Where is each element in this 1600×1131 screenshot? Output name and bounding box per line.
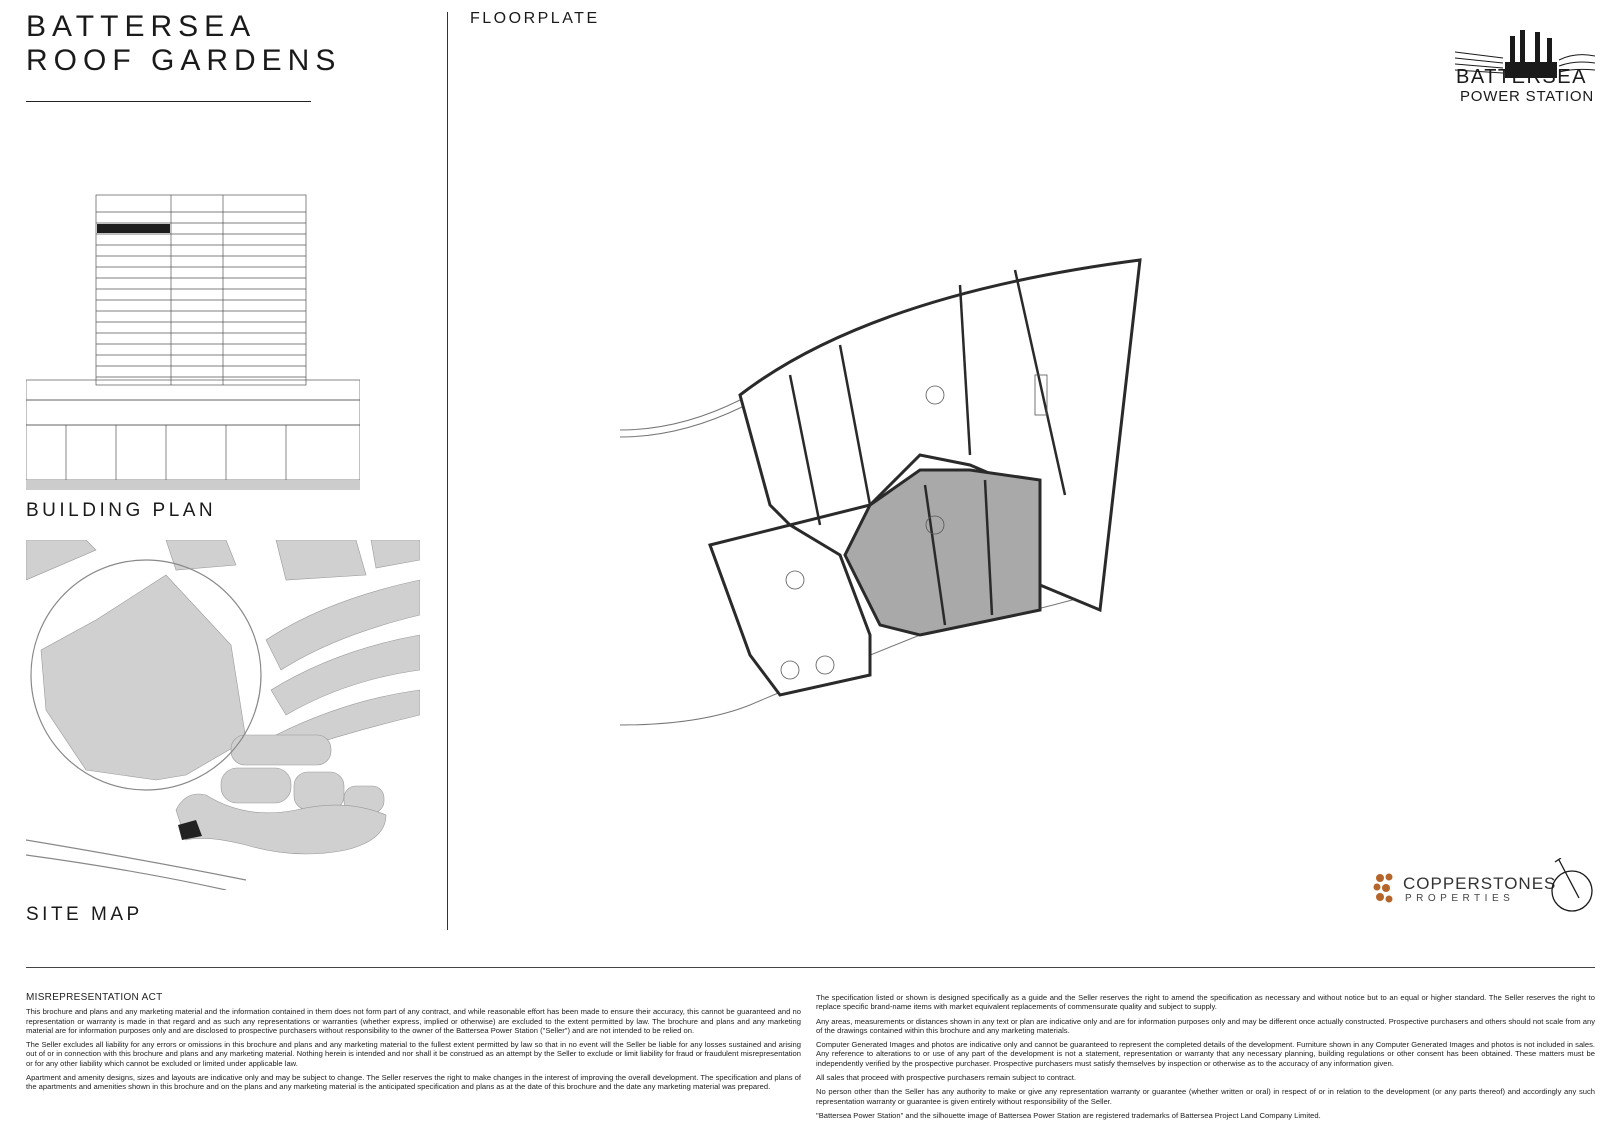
legal-column-right (816, 993, 1595, 1125)
highlighted-floor (97, 224, 170, 233)
footer-divider (26, 967, 1595, 968)
logo-wordmark-line-2: POWER STATION (1460, 88, 1595, 105)
copperstones-subtitle: PROPERTIES (1405, 893, 1515, 904)
floorplate-label: FLOORPLATE (470, 10, 600, 27)
site-map-drawing (26, 540, 420, 890)
legal-paragraph: Computer Generated Images and photos are indicative only and cannot be guaranteed to represent the completed details of the development. Furniture shown in any Computer Generated Images and photos is not included in sales. Any reference to alterations to or use of any part of the development is not a statement, representation or warranty that any necessary planning, building regulations or other consent has been obtained. These matters must be independently verified by the prospective purchaser. Prospective purchasers must satisfy themselves by inspection or otherwise as to the accuracy of any information given. (816, 1040, 1595, 1068)
legal-paragraph: The Seller excludes all liability for any errors or omissions in this brochure and plans and any marketing material to the fullest extent permitted by law so that in no event will the Seller be liable for any losses sustained and arising out of or in connection with this brochure and plans and any marketing material. Nothing herein is intended and nor shall it be construed as an attempt by the Seller to exclude or limit liability for fraud or fraudulent misrepresentation or for any other liability which cannot be excluded or limited under applicable law. (26, 1040, 801, 1068)
logo-wordmark-line-1: BATTERSEA (1456, 66, 1587, 88)
legal-paragraph: This brochure and plans and any marketing material and the information contained in them does not form part of any contract, and while reasonable effort has been made to ensure their accuracy, this cannot be guaranteed and no representation or warranty is made in that regard and as such any representations or warranties (whether express, implied or otherwise) are excluded to the extent permitted by law. The brochure and plans and any marketing material are for information purposes only and are disclosed to prospective purchasers without responsibility to the owner of the Battersea Power Station ("Seller") and are not intended to be relied on. (26, 1007, 801, 1035)
north-arrow-icon (1549, 858, 1595, 914)
legal-paragraph: The specification listed or shown is designed specifically as a guide and the Seller reserves the right to amend the specification as necessary and without notice but to an equal or higher standard. The Seller reserves the right to replace specific brand-name items with market equivalent replacements of commensurate quality and subject to supply. (816, 993, 1595, 1012)
floorplate-drawing (620, 255, 1180, 755)
legal-paragraph: All sales that proceed with prospective purchasers remain subject to contract. (816, 1073, 1077, 1083)
legal-heading: MISREPRESENTATION ACT (26, 992, 163, 1003)
title-underline (26, 101, 311, 102)
legal-paragraph: No person other than the Seller has any authority to make or give any representation warranty or guarantee (whether written or oral) in respect of or in relation to the development (or any parts thereof) and accordingly any such representation warranty or guarantee is given entirely without responsibility of the Seller. (816, 1087, 1595, 1106)
copperstones-name: COPPERSTONES (1403, 874, 1557, 893)
legal-paragraph: "Battersea Power Station" and the silhouette image of Battersea Power Station are registered trademarks of Battersea Project Land Company Limited. (816, 1110, 1321, 1120)
building-plan-label: BUILDING PLAN (26, 500, 217, 521)
legal-column-left (26, 993, 801, 1097)
building-elevation-drawing (26, 190, 360, 492)
vertical-divider (447, 12, 448, 930)
copperstones-logo-icon (1372, 872, 1402, 906)
legal-paragraph: Apartment and amenity designs, sizes and layouts are indicative only and may be subject to change. The Seller reserves the right to make changes in the interest of improving the overall development. The specification and plans of the apartments and amenities shown in this brochure and on the plans and any marketing material is the anticipated specification and plans as at the date of this brochure and the date any marketing material was prepared. (26, 1073, 801, 1092)
title-line-1: BATTERSEA (26, 10, 257, 43)
legal-paragraph: Any areas, measurements or distances shown in any text or plan are indicative only and are for information purposes only and may be different once actually constructed. Prospective purchasers and others should not scale from any of the drawings contained within this brochure and any marketing materials. (816, 1016, 1595, 1035)
site-map-label: SITE MAP (26, 904, 143, 925)
page-title (26, 10, 341, 78)
title-line-2: ROOF GARDENS (26, 44, 342, 77)
